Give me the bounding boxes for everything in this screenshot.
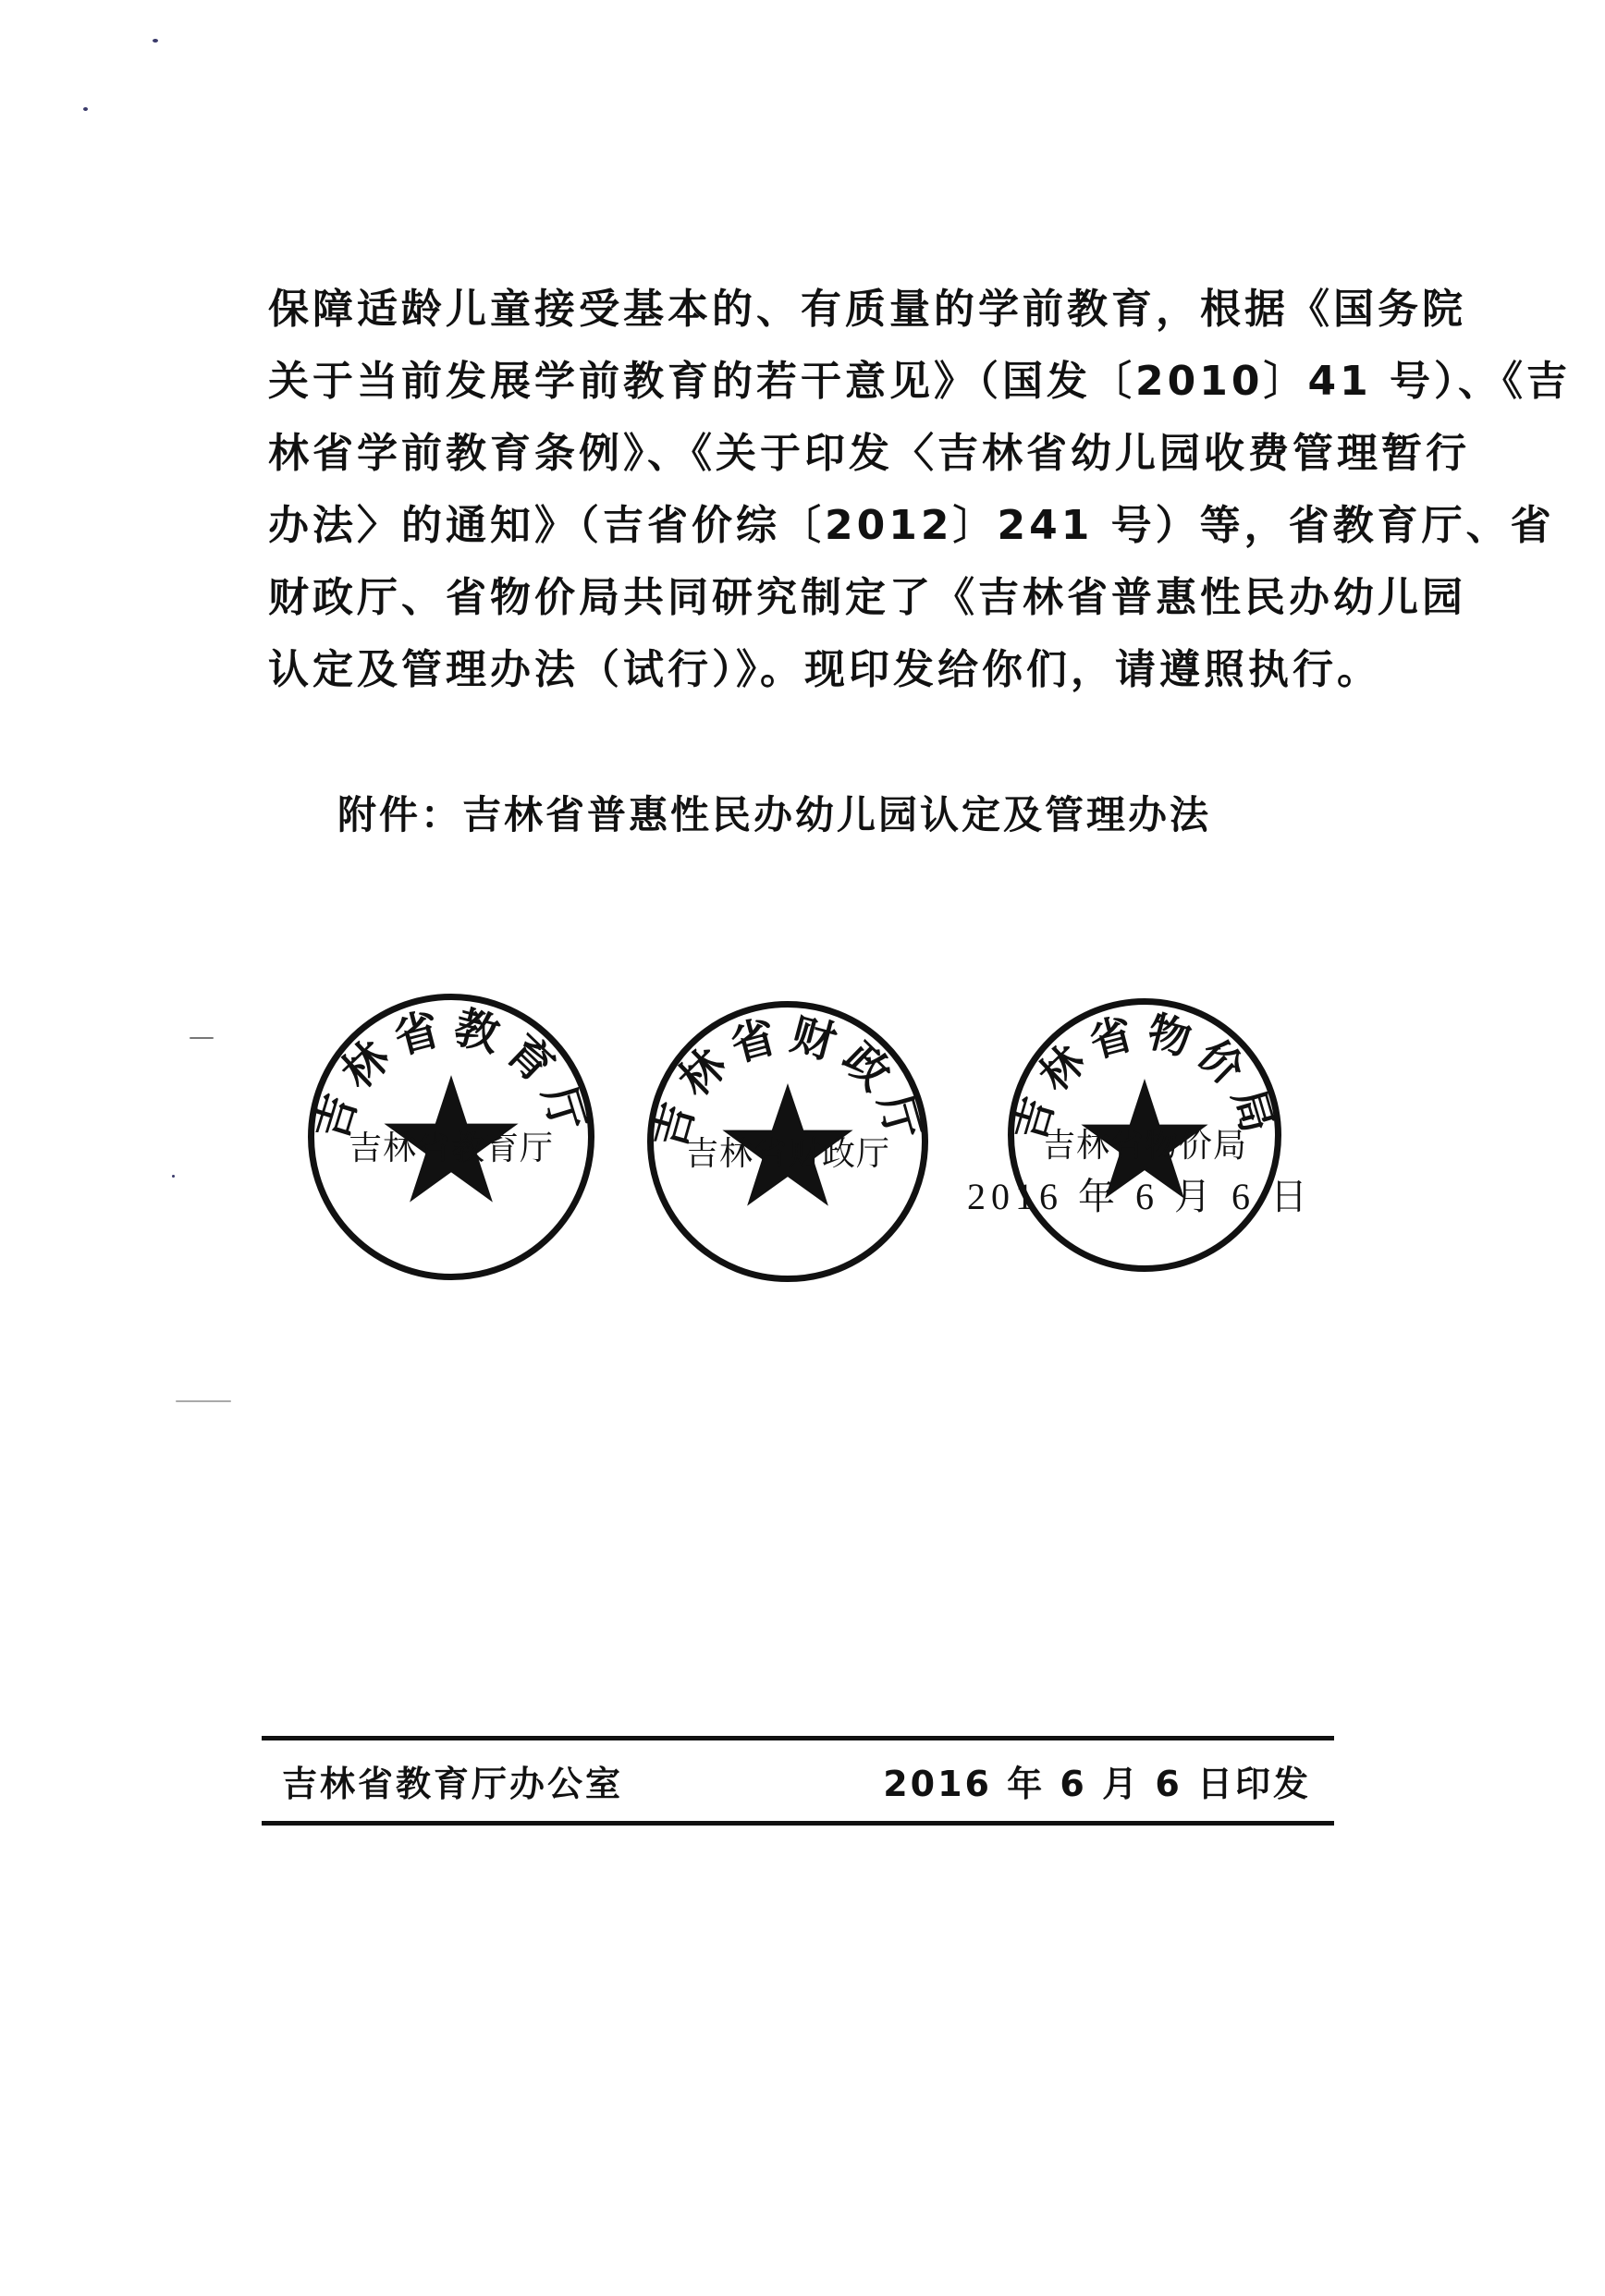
seal-date: 2016 年 6 月 6 日	[967, 1176, 1313, 1217]
scan-speck	[190, 1037, 214, 1039]
scan-speck	[153, 39, 158, 43]
seal-arc-text: 吉林省教育厅	[305, 1001, 597, 1146]
body-paragraph	[268, 274, 1572, 706]
footer-bottom-rule	[262, 1821, 1334, 1826]
footer-issuer: 吉林省教育厅办公室	[282, 1764, 624, 1804]
seal-overlay-text: 吉林省财政厅	[684, 1135, 890, 1173]
body-line: 认定及管理办法（试行）》。现印发给你们，请遵照执行。	[268, 646, 1381, 693]
body-line: 办法〉的通知》（吉省价综〔2012〕241 号）等，省教育厅、省	[268, 502, 1555, 549]
seal-arc-text: 吉林省财政厅	[643, 1008, 932, 1154]
seal-finance-department	[643, 1001, 932, 1282]
body-line: 保障适龄儿童接受基本的、有质量的学前教育，根据《国务院	[268, 286, 1466, 333]
body-line: 关于当前发展学前教育的若干意见》（国发〔2010〕41 号）、《吉	[268, 358, 1572, 405]
footer-issue-date: 2016 年 6 月 6 日印发	[883, 1764, 1311, 1804]
seal-education-department	[305, 994, 597, 1280]
seal-arc-text: 吉林省物价局	[1004, 1007, 1285, 1147]
seal-overlay-text: 吉林省物价局	[1041, 1127, 1247, 1165]
seal-price-bureau	[1004, 998, 1285, 1272]
scan-speck	[176, 1400, 231, 1402]
body-line: 财政厅、省物价局共同研究制定了《吉林省普惠性民办幼儿园	[268, 574, 1466, 621]
attachment-line: 附件：吉林省普惠性民办幼儿园认定及管理办法	[337, 792, 1212, 837]
scan-speck	[83, 107, 88, 111]
scan-speck	[172, 1175, 175, 1178]
footer-top-rule	[262, 1736, 1334, 1740]
body-line: 林省学前教育条例》、《关于印发〈吉林省幼儿园收费管理暂行	[268, 430, 1470, 477]
seal-overlay-text: 吉林省教育厅	[348, 1130, 554, 1167]
